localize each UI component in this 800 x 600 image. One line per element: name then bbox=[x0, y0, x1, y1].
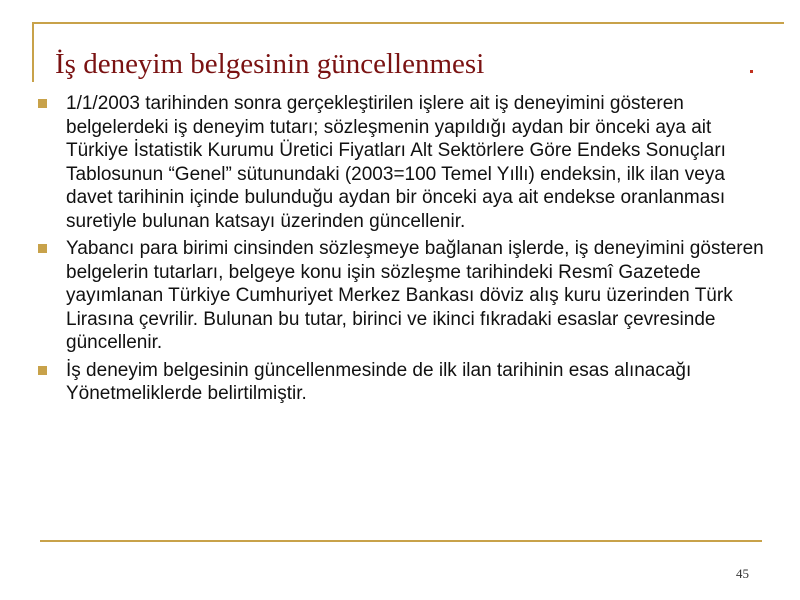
bullet-list bbox=[36, 92, 776, 410]
bullet-text-2: Yabancı para birimi cinsinden sözleşmeye bağlanan işlerde, iş deneyimini gösteren belgelerin tutarları, belgeye konu işin sözleşme tarihindeki Resmî Gazetede yayımlanan Türkiye Cumhuriyet Merkez Bankası döviz alış kuru üzerinden Türk Lirasına çevrilir. Bulunan bu tutar, birinci ve ikinci fıkradaki esaslar çevresinde güncellenir. bbox=[66, 238, 764, 353]
slide-title: İş deneyim belgesinin güncellenmesi bbox=[55, 48, 485, 80]
square-bullet-icon bbox=[38, 244, 47, 253]
bullet-text-3: İş deneyim belgesinin güncellenmesinde de ilk ilan tarihinin esas alınacağı Yönetmeliklerde belirtilmiştir. bbox=[66, 359, 692, 404]
frame-bottom-line bbox=[40, 540, 762, 542]
bullet-item-1 bbox=[36, 92, 776, 233]
square-bullet-icon bbox=[38, 366, 47, 375]
title-dot-decoration bbox=[750, 70, 753, 73]
frame-vertical-line bbox=[32, 22, 34, 82]
page-number: 45 bbox=[736, 566, 749, 581]
frame-top-line bbox=[32, 22, 784, 24]
bullet-item-2 bbox=[36, 237, 776, 355]
bullet-text-1: 1/1/2003 tarihinden sonra gerçekleştirilen işlere ait iş deneyimini gösteren belgelerdeki iş deneyim tutarı; sözleşmenin yapıldığı aydan bir önceki aya ait Türkiye İstatistik Kurumu Üretici Fiyatları Alt Sektörlere Göre Endeks Sonuçları Tablosunun “Genel” sütunundaki (2003=100 Temel Yıllı) endeksin, ilk ilan veya davet tarihinin içinde bulunduğu aydan bir önceki aya ait endekse oranlanması suretiyle bulunan katsayı üzerinden güncellenir. bbox=[66, 93, 726, 232]
bullet-item-3 bbox=[36, 359, 776, 406]
square-bullet-icon bbox=[38, 99, 47, 108]
